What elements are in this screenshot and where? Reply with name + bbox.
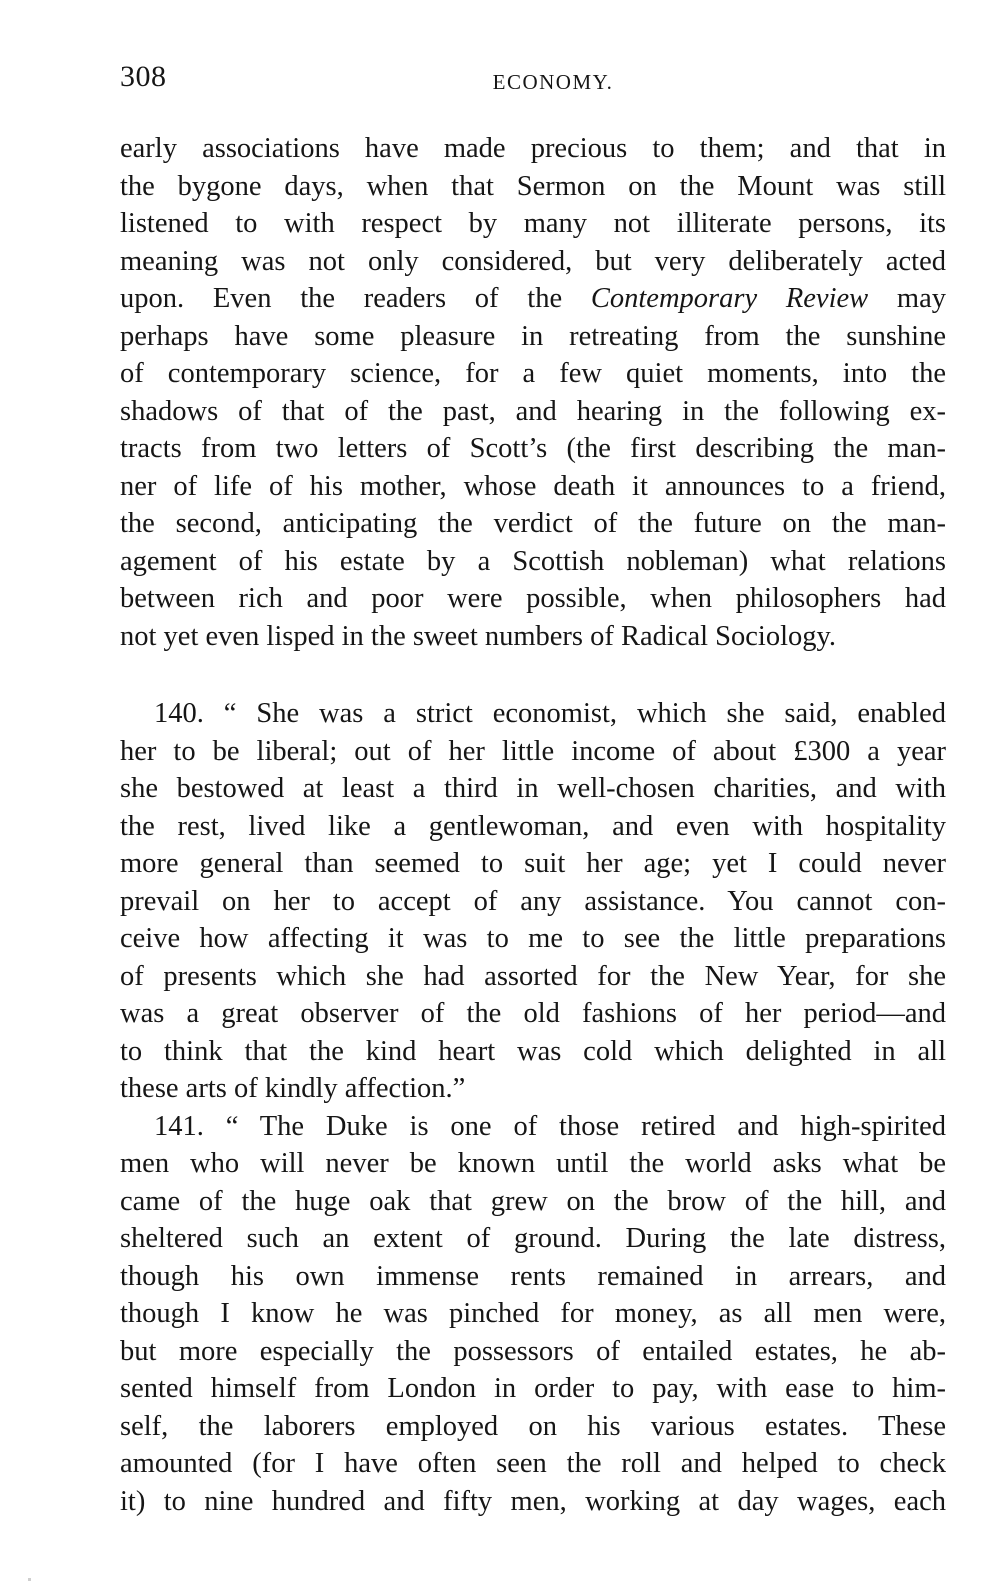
page-number: 308 [120, 60, 167, 93]
paragraph-spacer [120, 655, 946, 695]
paragraph-141 [120, 1108, 946, 1521]
text-line: of presents which she had assorted for the New Year, for she [120, 960, 946, 992]
running-title: ECONOMY. [492, 70, 614, 94]
text-line: shadows of that of the past, and hearing in the following ex- [120, 395, 946, 427]
paragraph-continuation [120, 130, 946, 655]
text-line: more general than seemed to suit her age; yet I could never [120, 848, 946, 879]
paragraph-140 [120, 695, 946, 1108]
text-line: agement of his estate by a Scottish nobleman) what relations [120, 545, 946, 577]
text-line: prevail on her to accept of any assistance. You cannot con- [120, 885, 946, 917]
text-line: came of the huge oak that grew on the brow of the hill, and [120, 1185, 946, 1217]
text-line: listened to with respect by many not illiterate persons, its [120, 208, 946, 239]
text-line: sheltered such an extent of ground. During the late distress, [120, 1223, 946, 1254]
text-line: the second, anticipating the verdict of the future on the man- [120, 508, 946, 539]
text-line: between rich and poor were possible, when philosophers had [120, 583, 946, 614]
text-line: the rest, lived like a gentlewoman, and even with hospitality [120, 810, 946, 842]
text-line: sented himself from London in order to pay, with ease to him- [120, 1373, 946, 1404]
body-text [120, 130, 946, 1520]
text-line: she bestowed at least a third in well-chosen charities, and with [120, 773, 946, 804]
page-header [120, 60, 946, 100]
text-line: self, the laborers employed on his various estates. These [120, 1410, 946, 1442]
text-line: it) to nine hundred and fifty men, working at day wages, each [120, 1485, 946, 1517]
text-line: ceive how affecting it was to me to see the little preparations [120, 923, 946, 954]
text-line: amounted (for I have often seen the roll and helped to check [120, 1448, 946, 1479]
text-line: upon. Even the readers of the Contemporary Review may [120, 283, 946, 314]
text-line: of contemporary science, for a few quiet moments, into the [120, 358, 946, 389]
periodical-title: Contemporary Review [590, 283, 869, 314]
text-line: was a great observer of the old fashions of her period—and [120, 998, 946, 1029]
text-line: not yet even lisped in the sweet numbers of Radical Sociology. [120, 620, 837, 652]
text-line: men who will never be known until the world asks what be [120, 1148, 946, 1179]
text-line: 140. “ She was a strict economist, which she said, enabled [154, 698, 946, 729]
text-line: to think that the kind heart was cold which delighted in all [120, 1035, 946, 1067]
text-line: though I know he was pinched for money, as all men were, [120, 1298, 946, 1329]
text-line: but more especially the possessors of entailed estates, he ab- [120, 1335, 946, 1367]
scan-speck [28, 1578, 31, 1581]
text-line: tracts from two letters of Scott’s (the first describing the man- [120, 433, 946, 464]
text-line: ner of life of his mother, whose death it announces to a friend, [120, 470, 946, 502]
text-line: the bygone days, when that Sermon on the Mount was still [120, 170, 946, 202]
text-line: 141. “ The Duke is one of those retired and high-spirited [154, 1110, 946, 1142]
text-line: meaning was not only considered, but very deliberately acted [120, 245, 946, 277]
text-line: perhaps have some pleasure in retreating from the sunshine [120, 320, 946, 352]
text-line: her to be liberal; out of her little income of about £300 a year [120, 735, 946, 767]
text-line: though his own immense rents remained in arrears, and [120, 1260, 946, 1292]
text-line: early associations have made precious to them; and that in [120, 133, 946, 164]
text-line: these arts of kindly affection.” [120, 1073, 466, 1104]
